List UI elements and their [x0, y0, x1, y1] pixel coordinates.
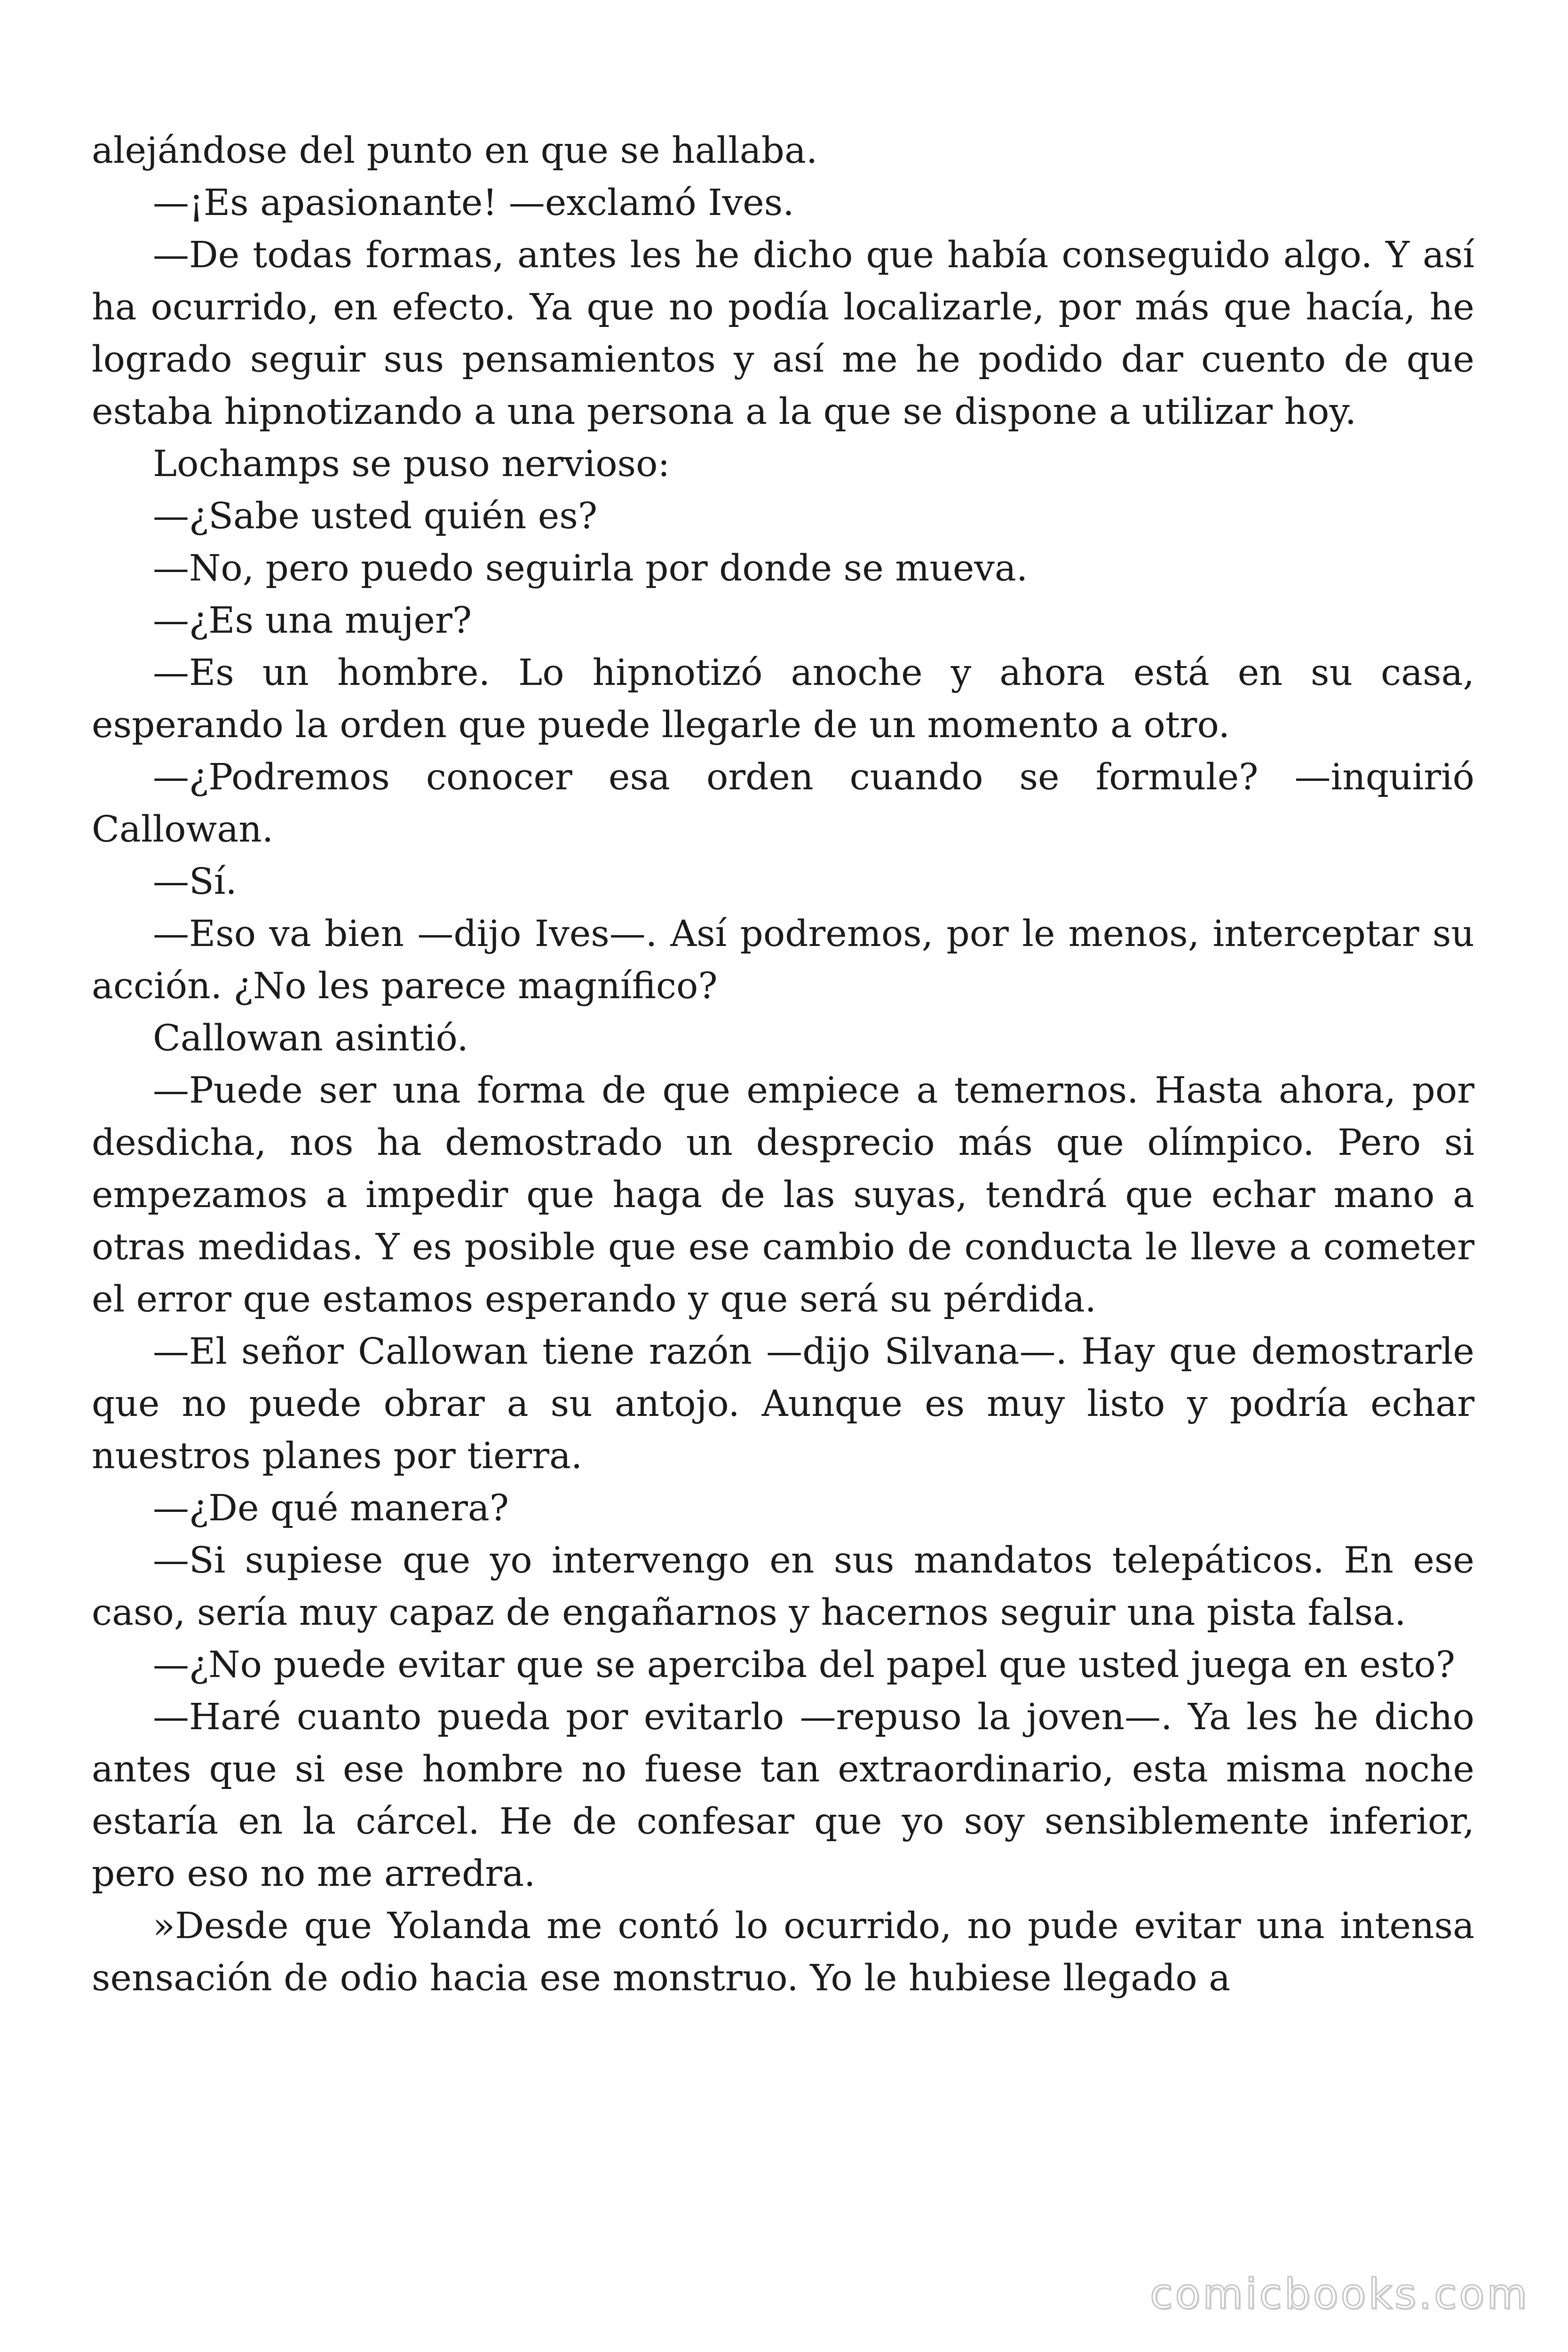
paragraph: »Desde que Yolanda me contó lo ocurrido, no pude evitar una intensa sensación de odio hacia ese monstruo. Yo le hubiese llegado a: [92, 1905, 1474, 1999]
paragraph: —¿Podremos conocer esa orden cuando se formule? —inquirió Callowan.: [92, 756, 1474, 850]
paragraph: —Es un hombre. Lo hipnotizó anoche y ahora está en su casa, esperando la orden que puede llegarle de un momento a otro.: [92, 652, 1474, 746]
paragraph: —No, pero puedo seguirla por donde se mueva.: [153, 548, 1028, 589]
paragraph: alejándose del punto en que se hallaba.: [92, 130, 818, 172]
paragraph: —De todas formas, antes les he dicho que había conseguido algo. Y así ha ocurrido, en efecto. Ya que no podía localizarle, por más que hacía, he logrado seguir sus pensamientos y así me he podido dar cuento de que estaba hipnotizando a una persona a la que se dispone a utilizar hoy.: [92, 234, 1474, 433]
paragraph: —¿De qué manera?: [153, 1487, 509, 1529]
paragraph: —Eso va bien —dijo Ives—. Así podremos, por le menos, interceptar su acción. ¿No les parece magnífico?: [92, 913, 1474, 1007]
paragraph: —El señor Callowan tiene razón —dijo Silvana—. Hay que demostrarle que no puede obrar a su antojo. Aunque es muy listo y podría echar nuestros planes por tierra.: [92, 1331, 1474, 1477]
paragraph: Lochamps se puso nervioso:: [153, 443, 670, 485]
paragraph: —¿No puede evitar que se aperciba del papel que usted juega en esto?: [153, 1644, 1456, 1686]
paragraph: —Haré cuanto pueda por evitarlo —repuso la joven—. Ya les he dicho antes que si ese hombre no fuese tan extraordinario, esta misma noche estaría en la cárcel. He de confesar que yo soy sensiblemente inferior, pero eso no me arredra.: [92, 1696, 1474, 1895]
paragraph: Callowan asintió.: [153, 1017, 469, 1059]
watermark-logo: comicbooks.com: [1149, 2270, 1529, 2318]
paragraph: —¡Es apasionante! —exclamó Ives.: [153, 182, 794, 224]
paragraph: —¿Es una mujer?: [153, 600, 472, 642]
paragraph: —¿Sabe usted quién es?: [153, 495, 598, 537]
paragraph: —Si supiese que yo intervengo en sus mandatos telepáticos. En ese caso, sería muy capaz de engañarnos y hacernos seguir una pista falsa.: [92, 1540, 1474, 1634]
book-page-text: [92, 125, 1474, 2004]
paragraph: —Sí.: [153, 861, 237, 903]
paragraph: —Puede ser una forma de que empiece a temernos. Hasta ahora, por desdicha, nos ha demostrado un desprecio más que olímpico. Pero si empezamos a impedir que haga de las suyas, tendrá que echar mano a otras medidas. Y es posible que ese cambio de conducta le lleve a cometer el error que estamos esperando y que será su pérdida.: [92, 1070, 1474, 1320]
